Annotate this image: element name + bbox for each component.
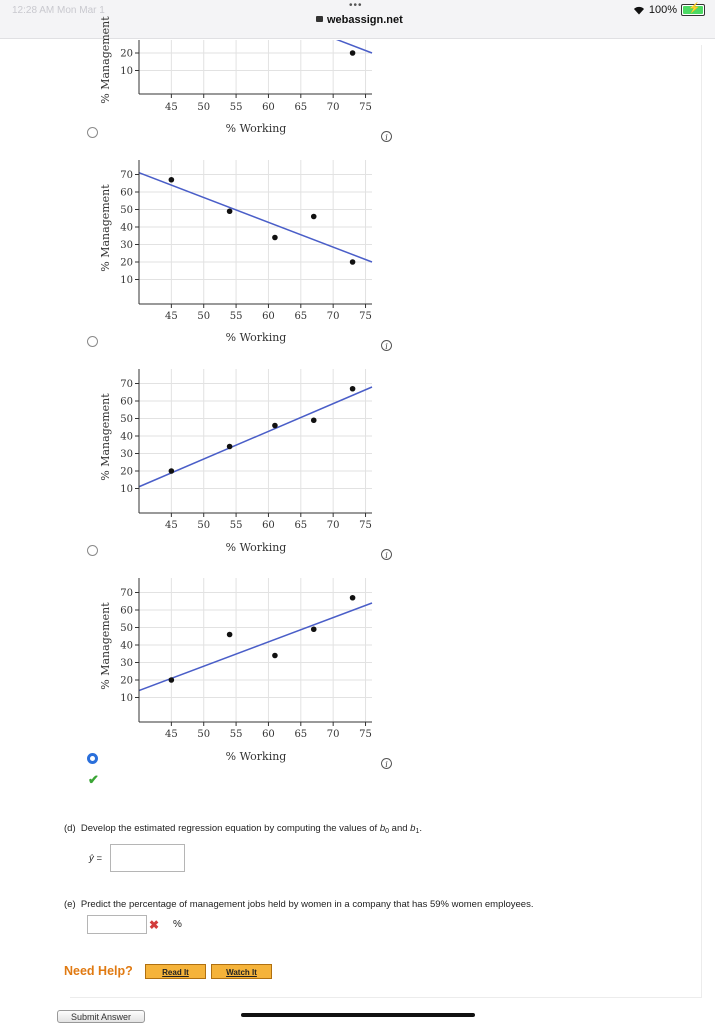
home-indicator bbox=[241, 1013, 475, 1017]
question-e-text: Predict the percentage of management jobs held by women in a company that has 59% women employees. bbox=[80, 899, 534, 910]
data-point bbox=[350, 259, 356, 265]
scatter-chart-4 bbox=[99, 578, 372, 763]
y-tick-label: 40 bbox=[120, 640, 133, 652]
y-tick-label: 30 bbox=[120, 658, 133, 669]
data-point bbox=[350, 386, 356, 392]
option-radio-4[interactable] bbox=[87, 753, 98, 764]
x-tick-label: 45 bbox=[164, 520, 178, 531]
x-tick-label: 75 bbox=[359, 520, 372, 531]
y-tick-label: 60 bbox=[120, 396, 133, 408]
y-tick-label: 20 bbox=[120, 48, 133, 60]
question-e-label: (e) bbox=[64, 899, 76, 910]
data-point bbox=[169, 177, 175, 183]
question-d bbox=[64, 823, 422, 835]
x-axis-label: % Working bbox=[225, 541, 287, 554]
x-tick-label: 50 bbox=[197, 311, 211, 322]
need-help-label: Need Help? bbox=[64, 964, 133, 978]
chart-plot-area bbox=[139, 369, 372, 513]
x-tick-label: 75 bbox=[359, 102, 372, 113]
more-icon[interactable]: ••• bbox=[349, 0, 363, 11]
url-text: webassign.net bbox=[327, 14, 403, 26]
regression-line bbox=[139, 603, 372, 691]
info-icon[interactable]: i bbox=[381, 549, 392, 560]
y-axis-label: % Management bbox=[99, 184, 112, 272]
x-tick-label: 55 bbox=[229, 102, 243, 113]
y-axis-label: % Management bbox=[99, 393, 112, 481]
x-tick-label: 55 bbox=[229, 729, 243, 740]
y-tick-label: 30 bbox=[120, 449, 133, 460]
y-tick-label: 60 bbox=[120, 187, 133, 199]
x-tick-label: 70 bbox=[326, 311, 340, 322]
y-tick-label: 40 bbox=[120, 222, 133, 234]
yhat-label: ŷ = bbox=[89, 853, 102, 864]
read-it-label: Read It bbox=[162, 968, 189, 977]
question-d-label: (d) bbox=[64, 823, 76, 834]
info-icon[interactable]: i bbox=[381, 131, 392, 142]
and-text: and bbox=[389, 823, 411, 834]
x-tick-label: 70 bbox=[326, 102, 340, 113]
watch-it-button[interactable] bbox=[211, 964, 272, 979]
x-tick-label: 60 bbox=[262, 729, 275, 740]
y-tick-label: 20 bbox=[120, 466, 133, 478]
regression-line bbox=[139, 173, 372, 262]
x-tick-label: 50 bbox=[197, 102, 211, 113]
y-tick-label: 10 bbox=[120, 693, 133, 704]
x-tick-label: 60 bbox=[262, 102, 275, 113]
option-radio-1[interactable] bbox=[87, 127, 98, 138]
y-tick-label: 50 bbox=[120, 414, 133, 425]
x-tick-label: 45 bbox=[164, 311, 178, 322]
chart-plot-area bbox=[139, 0, 372, 94]
data-point bbox=[272, 653, 278, 659]
x-tick-label: 70 bbox=[326, 520, 340, 531]
chart-plot-area bbox=[139, 578, 372, 722]
y-tick-label: 60 bbox=[120, 605, 133, 617]
y-tick-label: 40 bbox=[120, 431, 133, 443]
x-axis-label: % Working bbox=[225, 331, 287, 344]
x-tick-label: 45 bbox=[164, 102, 178, 113]
y-tick-label: 30 bbox=[120, 240, 133, 251]
y-tick-label: 10 bbox=[120, 275, 133, 286]
x-tick-label: 60 bbox=[262, 520, 275, 531]
y-tick-label: 50 bbox=[120, 205, 133, 216]
y-tick-label: 50 bbox=[120, 623, 133, 634]
regression-line bbox=[139, 0, 372, 53]
b0-subscript: 0 bbox=[385, 828, 390, 835]
data-point bbox=[227, 208, 233, 214]
x-tick-label: 65 bbox=[294, 729, 308, 740]
question-d-text: Develop the estimated regression equation by computing the values of bbox=[80, 823, 380, 834]
data-point bbox=[311, 626, 317, 632]
scatter-chart-2 bbox=[99, 160, 372, 344]
data-point bbox=[272, 423, 278, 429]
y-tick-label: 20 bbox=[120, 675, 133, 687]
x-tick-label: 55 bbox=[229, 311, 243, 322]
y-tick-label: 10 bbox=[120, 484, 133, 495]
y-axis-label: % Management bbox=[99, 602, 112, 690]
panel-border-bottom bbox=[70, 997, 701, 998]
watch-it-label: Watch It bbox=[226, 968, 257, 977]
period: . bbox=[419, 823, 422, 834]
data-point bbox=[169, 468, 175, 474]
x-tick-label: 45 bbox=[164, 729, 178, 740]
data-point bbox=[350, 50, 356, 56]
x-tick-label: 50 bbox=[197, 729, 211, 740]
prediction-input[interactable] bbox=[87, 915, 147, 934]
correct-check-icon: ✔ bbox=[88, 772, 99, 787]
y-tick-label: 20 bbox=[120, 257, 133, 269]
regression-equation-input[interactable] bbox=[110, 844, 185, 872]
battery-percent: 100% bbox=[648, 4, 677, 16]
percent-unit: % bbox=[173, 919, 182, 930]
data-point bbox=[227, 632, 233, 638]
question-e bbox=[64, 899, 533, 910]
data-point bbox=[350, 595, 356, 601]
y-axis-label: % Management bbox=[99, 16, 112, 104]
data-point bbox=[169, 677, 175, 683]
data-point bbox=[272, 235, 278, 241]
scatter-chart-3 bbox=[99, 369, 372, 554]
status-time: 12:28 AM Mon Mar 1 bbox=[12, 5, 105, 16]
incorrect-x-icon: ✖ bbox=[149, 918, 160, 932]
option-radio-2[interactable] bbox=[87, 336, 98, 347]
data-point bbox=[227, 444, 233, 450]
x-axis-label: % Working bbox=[225, 122, 287, 135]
battery-icon: ⚡ bbox=[681, 4, 705, 16]
info-icon[interactable]: i bbox=[381, 340, 392, 351]
x-tick-label: 60 bbox=[262, 311, 275, 322]
x-tick-label: 75 bbox=[359, 311, 372, 322]
x-tick-label: 65 bbox=[294, 520, 308, 531]
y-tick-label: 70 bbox=[120, 379, 133, 390]
y-tick-label: 10 bbox=[120, 66, 133, 77]
chart-plot-area bbox=[139, 160, 372, 304]
info-icon[interactable]: i bbox=[381, 758, 392, 769]
x-axis-label: % Working bbox=[225, 750, 287, 763]
b1-subscript: 1 bbox=[415, 828, 420, 835]
b0-symbol: b bbox=[379, 823, 386, 834]
option-radio-3[interactable] bbox=[87, 545, 98, 556]
b1-symbol: b bbox=[410, 823, 416, 834]
y-tick-label: 70 bbox=[120, 170, 133, 181]
x-tick-label: 50 bbox=[197, 520, 211, 531]
data-point bbox=[311, 417, 317, 423]
data-point bbox=[311, 214, 317, 220]
read-it-button[interactable] bbox=[145, 964, 206, 979]
y-tick-label: 70 bbox=[120, 588, 133, 599]
x-tick-label: 70 bbox=[326, 729, 340, 740]
x-tick-label: 55 bbox=[229, 520, 243, 531]
scatter-chart-1 bbox=[99, 0, 372, 135]
x-tick-label: 75 bbox=[359, 729, 372, 740]
submit-answer-button[interactable]: Submit Answer bbox=[57, 1010, 145, 1023]
x-tick-label: 65 bbox=[294, 102, 308, 113]
x-tick-label: 65 bbox=[294, 311, 308, 322]
